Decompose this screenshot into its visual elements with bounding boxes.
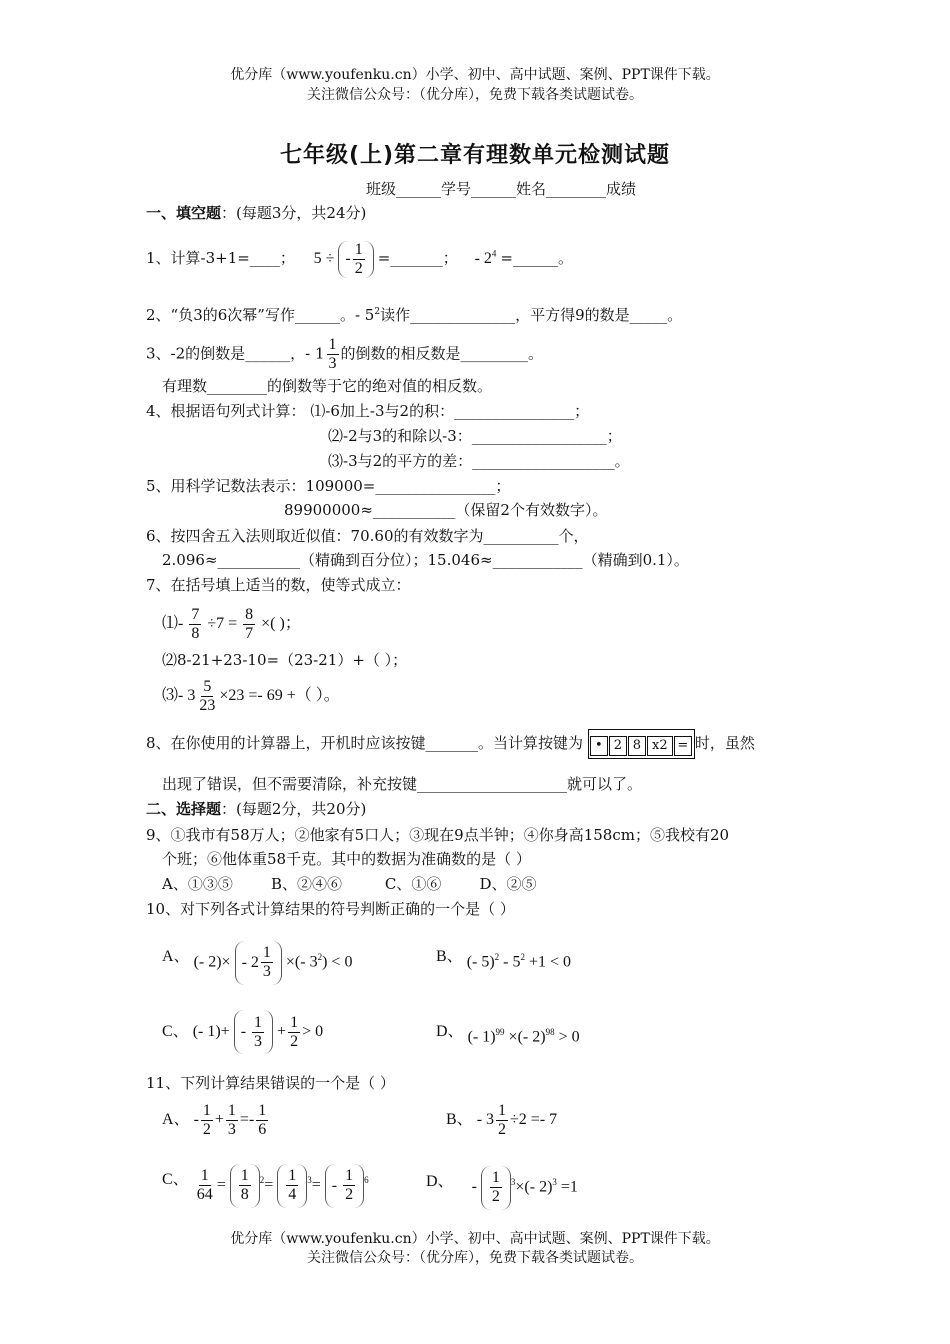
question-5-a: 5、用科学记数法表示：109000=________________； [146, 477, 511, 495]
q11-option-d: D、 - $\frac{1}{2}$ $^3$×(- 2)$^3$ =1 [426, 1160, 578, 1210]
question-7-part-3: ⑶- 3 $\frac{5}{23}$ ×23 =- 69 +（ ）。 [162, 678, 340, 714]
question-6-b: 2.096≈___________（精确到百分位）；15.046≈____________（精确到0.1）。 [162, 551, 689, 569]
q11-option-b: B、 - 3 $\frac{1}{2}$ ÷2 =- 7 [446, 1101, 558, 1138]
q10-option-b: B、 (- $5)^2 - 5^2 +1 < 0$ [436, 948, 572, 971]
calc-key: • [590, 736, 608, 756]
section-2-name: 二、选择题 [146, 800, 222, 818]
q1-part-c: - $2^4$ [474, 248, 497, 268]
q10-option-c: C、 (- 1)+ - $\frac{1}{3}$ + $\frac{1}{2}$ > 0 [162, 1010, 323, 1054]
question-4-c: ⑶-3与2的平方的差：___________________。 [328, 452, 630, 470]
question-6-a: 6、按四舍五入法则取近似值：70.60的有效数字为__________个， [146, 527, 589, 545]
section-1-note: ：(每题3分，共24分) [221, 204, 367, 222]
q11-option-c: C、 $\frac{1}{64}$ = $\frac{1}{8}$ $^2$= $\frac{1}{4}$ $^3$= - $\frac{1}{2}$ $^6$ [162, 1158, 369, 1208]
question-3: 3、-2的倒数是______，- 1 $\frac{1}{3}$ 的倒数的相反数是_________。 [146, 336, 544, 372]
footer-line-1: 优分库（www.youfenku.cn）小学、初中、高中试题、案例、PPT课件下载。 [230, 1231, 720, 1247]
question-11-stem: 11、下列计算结果错误的一个是（ ） [146, 1074, 395, 1092]
q1-part-b-tail: =_______； [377, 249, 458, 268]
footer-line-2: 关注微信公众号：（优分库），免费下载各类试题试卷。 [307, 1250, 643, 1266]
calc-key: 2 [609, 736, 627, 756]
q1-part-a: 1、计算-3+1=____； [146, 249, 295, 268]
section-2-note: ：(每题2分，共20分) [221, 800, 367, 818]
header-line-2: 关注微信公众号：（优分库），免费下载各类试题试卷。 [307, 87, 643, 103]
question-10-stem: 10、对下列各式计算结果的符号判断正确的一个是（ ） [146, 900, 515, 918]
question-7-part-1: ⑴- $\frac{7}{8}$ ÷7 = $\frac{8}{7}$ ×( )； [162, 606, 301, 642]
question-9-b: 个班；⑥他体重58千克。其中的数据为准确数的是（ ） [162, 850, 531, 868]
section-1-name: 一、填空题 [146, 204, 222, 222]
q1-part-b: 5 ÷ - $\frac{1}{2}$ [314, 250, 378, 267]
question-9-a: 9、①我市有58万人；②他家有5口人；③现在9点半钟；④你身高158cm；⑤我校有20 [146, 826, 730, 844]
question-2: 2、“负3的6次幂”写作______。- $5^2$读作______________，平方得9的数是_____。 [146, 306, 683, 324]
section-1-heading [146, 203, 366, 223]
question-5-b: 89900000≈___________（保留2个有效数字）。 [284, 501, 608, 519]
question-4-b: ⑵-2与3的和除以-3：__________________； [328, 427, 622, 445]
question-8-a: 8、在你使用的计算器上，开机时应该按键_______。当计算按键为 • 2 8 x2 = 时，虽然 [146, 729, 755, 759]
question-9-options: A、①③⑤ B、②④⑥ C、①⑥ D、②⑤ [162, 875, 537, 893]
page-title: 七年级(上)第二章有理数单元检测试题 [279, 143, 671, 168]
question-7-stem: 7、在括号填上适当的数，使等式成立： [146, 576, 411, 594]
question-3-extra: 有理数________的倒数等于它的绝对值的相反数。 [162, 377, 493, 395]
calc-key: 8 [628, 736, 646, 756]
q1-paren: - $\frac{1}{2}$ [338, 241, 373, 278]
question-4-a: 4、根据语句列式计算： ⑴-6加上-3与2的积：________________； [146, 402, 590, 420]
header-line-1: 优分库（www.youfenku.cn）小学、初中、高中试题、案例、PPT课件下载。 [230, 67, 720, 83]
q11-option-a: A、 - $\frac{1}{2}$ + $\frac{1}{3}$ =- $\frac{1}{6}$ [162, 1101, 267, 1138]
section-2-heading [146, 799, 366, 819]
question-8-c: 出现了错误，但不需要清除，补充按键____________________就可以了。 [162, 775, 643, 793]
calculator-keys [588, 729, 695, 759]
question-7-part-2: ⑵8-21+23-10=（23-21）+（ ）； [162, 651, 408, 669]
calc-key: x2 [647, 736, 673, 756]
question-1 [146, 241, 573, 278]
q10-option-a: A、 (- 2)× - 2 $\frac{1}{3}$ ×(- $3^2) < 0$ [162, 935, 352, 985]
q10-option-d: D、 (- 1)$^{99}$ ×(- 2)$^{98}$ > 0 [436, 1023, 580, 1046]
calc-key: = [674, 736, 692, 756]
q1-part-c-tail: =______。 [500, 249, 573, 268]
student-info-line: 班级______学号______姓名________成绩 [365, 180, 636, 198]
q3-fraction: $\frac{1}{3}$ [328, 336, 337, 372]
